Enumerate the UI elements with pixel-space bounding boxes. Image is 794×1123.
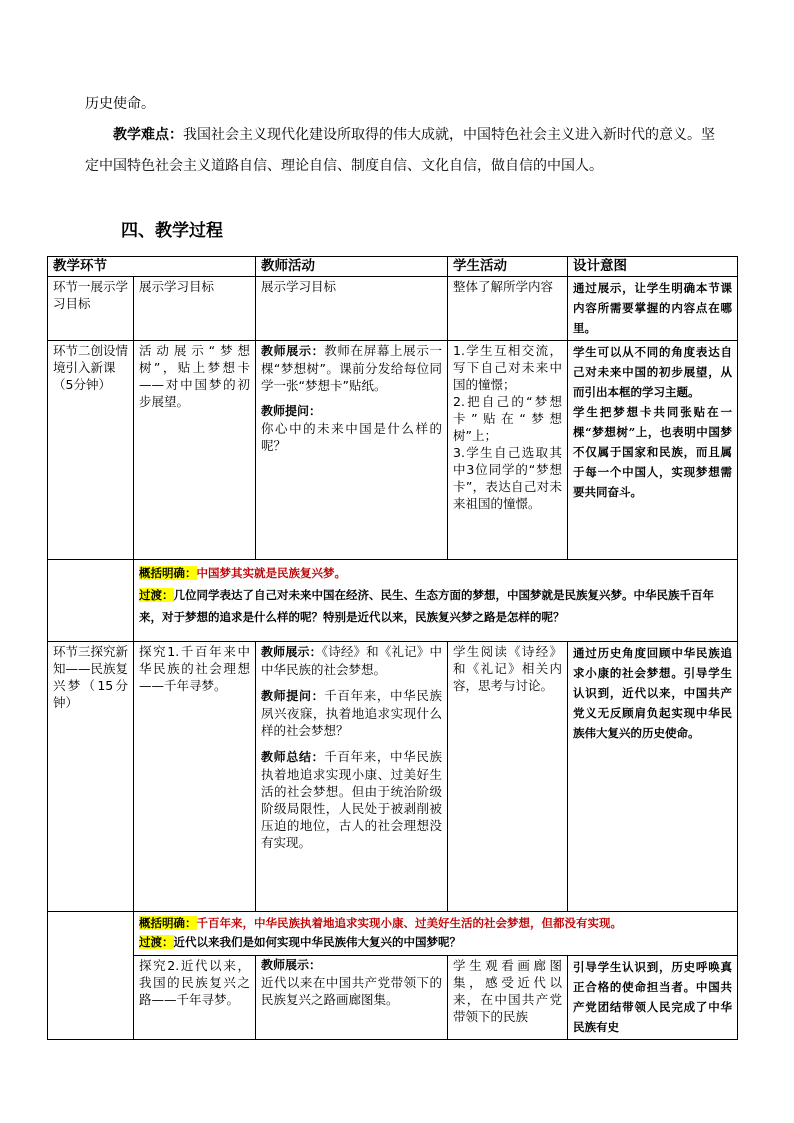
topic-cell: 探究1.千百年来中华民族的社会理想——千年寻梦。 — [134, 642, 256, 912]
transition-label: 过渡： — [139, 935, 174, 949]
stage-cell: 环节三探究新知——民族复兴梦（15分钟） — [48, 642, 134, 912]
header-student: 学生活动 — [448, 257, 568, 277]
teacher-show-text: 《诗经》和《礼记》中中华民族的社会梦想。 — [261, 644, 442, 677]
intro-line: 历史使命。 — [85, 96, 155, 112]
teacher-block — [261, 643, 442, 678]
student-step: 3.学生自己选取其中3位同学的“梦想卡”，表达自己对未来祖国的憧憬。 — [453, 445, 562, 511]
student-cell — [448, 341, 568, 560]
section-heading: 四、教学过程 — [121, 221, 223, 241]
teacher-block — [261, 687, 442, 739]
teacher-show-text: 教师在屏幕上展示一棵“梦想树”。课前分发给每位同学一张“梦想卡”贴纸。 — [261, 343, 442, 393]
topic-cell: 展示学习目标 — [134, 277, 256, 341]
teacher-show-label: 教师展示： — [261, 645, 322, 659]
teacher-ask-text: 你心中的未来中国是什么样的呢？ — [261, 421, 442, 453]
teacher-show-text: 近代以来在中国共产党带领下的民族复兴之路画廊图集。 — [261, 975, 442, 1007]
table-header-row — [48, 257, 738, 277]
teacher-ask-text: 千百年来，中华民族夙兴夜寐，执着地追求实现什么样的社会梦想？ — [261, 688, 442, 738]
teacher-cell — [256, 341, 448, 560]
intent-cell: 通过展示，让学生明确本节课内容所需要掌握的内容点在哪里。 — [568, 277, 738, 341]
teaching-difficulty-paragraph — [85, 120, 715, 182]
transition-line — [139, 584, 732, 628]
teacher-cell — [256, 956, 448, 1040]
teacher-summary-text: 千百年来，中华民族执着地追求实现小康、过美好生活的社会梦想。但由于统治阶级阶级局限性，人民处于被剥削被压迫的地位，古人的社会理想没有实现。 — [261, 749, 442, 850]
intent-paragraph: 学生可以从不同的角度表达自己对未来中国的初步展望，从而引出本框的学习主题。 — [573, 345, 732, 399]
empty-cell — [48, 912, 134, 956]
teacher-ask-label: 教师提问： — [261, 689, 325, 703]
teacher-show-label: 教师展示： — [261, 958, 322, 972]
teacher-cell: 展示学习目标 — [256, 277, 448, 341]
summary-row — [48, 560, 738, 642]
teacher-summary-label: 教师总结： — [261, 750, 325, 764]
difficulty-label: 教学难点： — [113, 127, 183, 143]
stage-cell — [48, 956, 134, 1040]
student-cell: 学生观看画廊图集，感受近代以来，在中国共产党带领下的民族 — [448, 956, 568, 1040]
table-row — [48, 341, 738, 560]
teacher-block — [261, 342, 442, 394]
summary-cell — [134, 912, 738, 956]
teacher-cell — [256, 642, 448, 912]
summary-label: 概括明确： — [139, 916, 197, 930]
transition-line — [139, 933, 732, 952]
header-teacher: 教师活动 — [256, 257, 448, 277]
table-row — [48, 956, 738, 1040]
summary-row — [48, 912, 738, 956]
student-cell: 学生阅读《诗经》和《礼记》相关内容，思考与讨论。 — [448, 642, 568, 912]
header-stage: 教学环节 — [48, 257, 256, 277]
topic-cell: 活动展示“梦想树”，贴上梦想卡——对中国梦的初步展望。 — [134, 341, 256, 560]
header-intent: 设计意图 — [568, 257, 738, 277]
student-step: 2.把自己的“梦想卡”贴在“梦想树”上； — [453, 394, 562, 443]
teacher-block — [261, 748, 442, 851]
stage-cell: 环节二创设情境引入新课（5分钟） — [48, 341, 134, 560]
intent-cell — [568, 341, 738, 560]
empty-cell — [48, 560, 134, 642]
summary-line — [139, 914, 732, 933]
summary-cell — [134, 560, 738, 642]
transition-label: 过渡： — [139, 588, 174, 602]
summary-text: 千百年来，中华民族执着地追求实现小康、过美好生活的社会梦想，但都没有实现。 — [196, 916, 622, 930]
table-row — [48, 277, 738, 341]
intent-cell: 引导学生认识到，历史呼唤真正合格的使命担当者。中国共产党团结带领人民完成了中华民族有史 — [568, 956, 738, 1040]
teaching-process-table — [47, 256, 738, 1040]
intent-cell: 通过历史角度回顾中华民族追求小康的社会梦想。引导学生认识到，近代以来，中国共产党义无反顾肩负起实现中华民族伟大复兴的历史使命。 — [568, 642, 738, 912]
difficulty-text: 我国社会主义现代化建设所取得的伟大成就，中国特色社会主义进入新时代的意义。坚定中国特色社会主义道路自信、理论自信、制度自信、文化自信，做自信的中国人。 — [85, 127, 715, 174]
teacher-ask-label: 教师提问： — [261, 404, 322, 418]
transition-text: 近代以来我们是如何实现中华民族伟大复兴的中国梦呢？ — [173, 935, 461, 949]
teacher-show-label: 教师展示： — [261, 344, 325, 358]
intent-paragraph: 学生把梦想卡共同张贴在一棵“梦想树”上，也表明中国梦不仅属于国家和民族，而且属于每一个中国人，实现梦想需要共同奋斗。 — [573, 405, 732, 499]
summary-line — [139, 562, 732, 584]
stage-cell: 环节一展示学习目标 — [48, 277, 134, 341]
table-row — [48, 642, 738, 912]
transition-text: 几位同学表达了自己对未来中国在经济、民生、生态方面的梦想，中国梦就是民族复兴梦。中华民族千百年来，对于梦想的追求是什么样的呢？特别是近代以来，民族复兴梦之路是怎样的呢？ — [139, 588, 714, 624]
student-cell: 整体了解所学内容 — [448, 277, 568, 341]
summary-label: 概括明确： — [139, 566, 197, 580]
topic-cell: 探究2.近代以来，我国的民族复兴之路——千年寻梦。 — [134, 956, 256, 1040]
summary-text: 中国梦其实就是民族复兴梦。 — [196, 566, 346, 580]
student-step: 1.学生互相交流，写下自己对未来中国的憧憬； — [453, 343, 562, 392]
